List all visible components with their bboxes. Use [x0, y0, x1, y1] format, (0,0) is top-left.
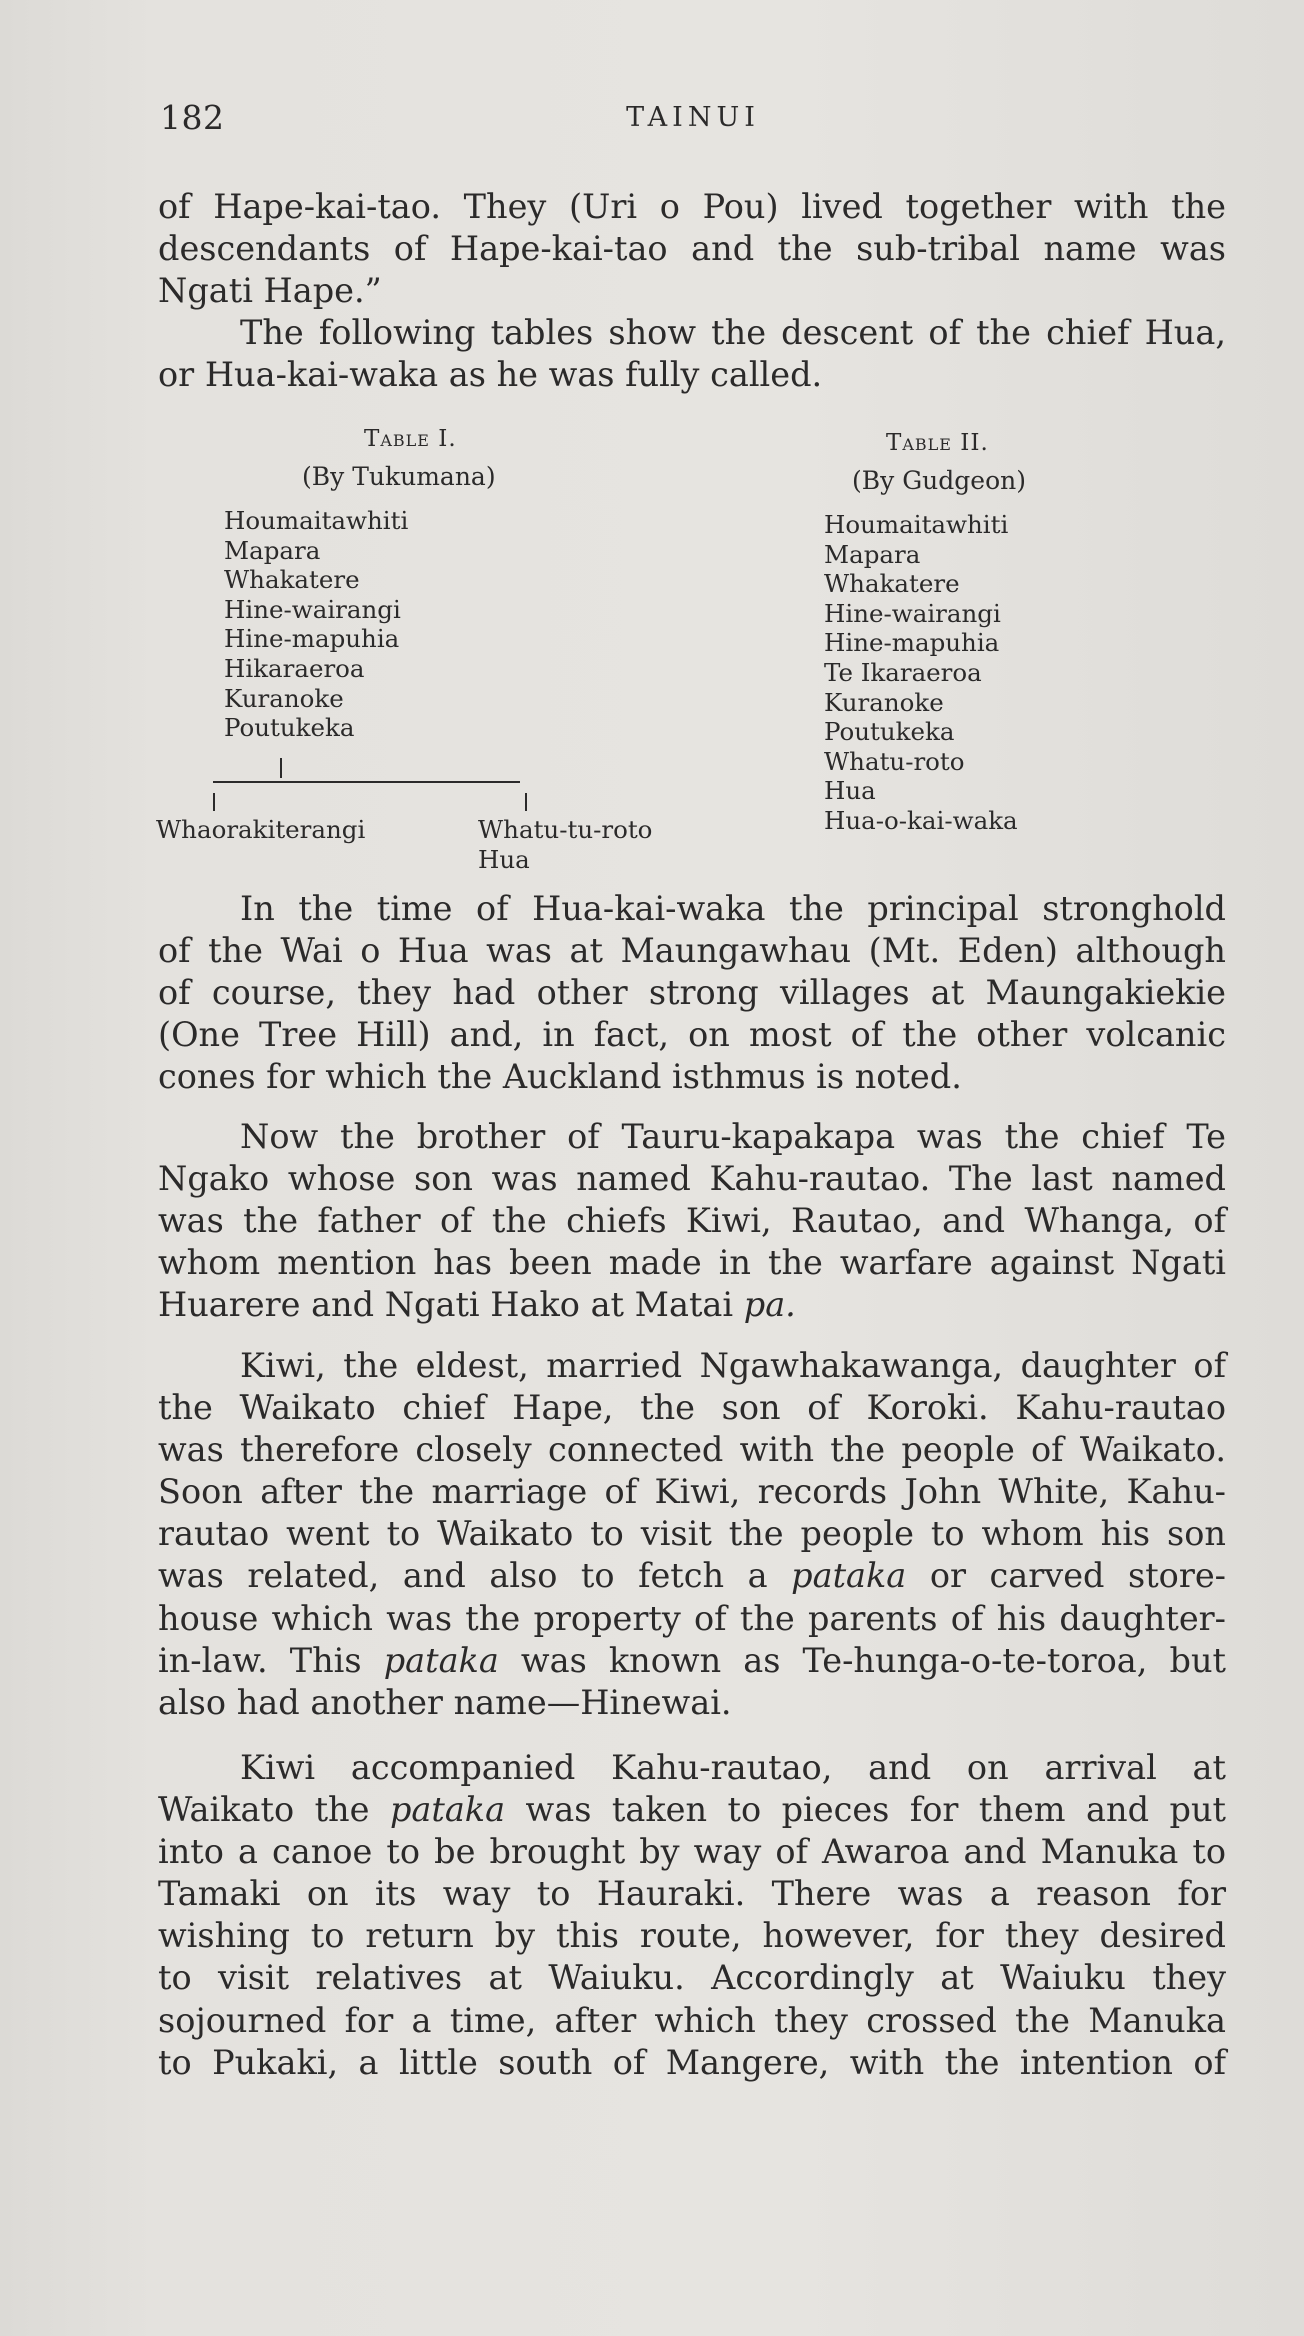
text-line: [158, 1284, 1226, 1326]
text-line: rautao went to Waikato to visit the people to whom his son: [158, 1514, 1226, 1554]
text-line: whom mention has been made in the warfare against Ngati: [158, 1243, 1226, 1283]
intro-paragraph: [158, 186, 1226, 312]
genealogy-name: Hine-mapuhia: [824, 628, 1000, 658]
branch-right-name: Whatu-tu-roto: [478, 815, 653, 844]
text-segment: Huarere and Ngati Hako at Matai: [158, 1285, 744, 1325]
genealogy-name: Hine-wairangi: [824, 598, 1001, 628]
genealogy-name: Poutukeka: [224, 713, 355, 743]
genealogy-name: Hua: [824, 776, 876, 806]
text-line: of Hape-kai-tao. They (Uri o Pou) lived together with the: [158, 187, 1226, 226]
text-line: house which was the property of the parents of his daughter-: [158, 1598, 1226, 1638]
table-1-title: [364, 426, 457, 452]
text-line: descendants of Hape-kai-tao and the sub-tribal name was: [158, 229, 1226, 269]
genealogy-name: Houmaitawhiti: [824, 510, 1009, 539]
text-line: Ngati Hape.”: [158, 271, 382, 311]
text-line: Tamaki on its way to Hauraki. There was a reason for: [158, 1874, 1226, 1914]
branch-right-name: Hua: [478, 845, 530, 874]
text-line: (One Tree Hill) and, in fact, on most of the other volcanic: [158, 1015, 1226, 1055]
paragraph-brother: [158, 1116, 1226, 1326]
italic-term: pa.: [743, 1285, 796, 1325]
paragraph-journey: [158, 1747, 1226, 2084]
text-line: into a canoe to be brought by way of Awaroa and Manuka to: [158, 1832, 1226, 1872]
table-2-title: [886, 430, 989, 456]
tree-stem-line: [280, 758, 282, 778]
tree-left-drop-line: [213, 793, 215, 811]
page-header: [160, 98, 1226, 142]
table-2-source: (By Gudgeon): [852, 466, 1026, 495]
genealogy-name: Hine-mapuhia: [224, 624, 400, 654]
table-1-source: (By Tukumana): [302, 462, 496, 491]
text-segment: or carved store-: [906, 1556, 1226, 1596]
tree-right-drop-line: [525, 793, 527, 811]
page-number: 182: [160, 98, 225, 137]
text-line: wishing to return by this route, however, for they desired: [158, 1916, 1226, 1956]
text-line: The following tables show the descent of the chief Hua,: [240, 313, 1226, 352]
text-line: Ngako whose son was named Kahu-rautao. The last named: [158, 1159, 1226, 1199]
genealogy-name: Kuranoke: [224, 683, 344, 713]
genealogy-name: Whatu-roto: [824, 746, 965, 776]
text-segment: in-law. This: [158, 1640, 384, 1680]
genealogy-name: Mapara: [824, 539, 921, 569]
genealogy-name: Hine-wairangi: [224, 594, 401, 624]
running-head: TAINUI: [626, 102, 760, 133]
table-2-names: [824, 510, 1018, 836]
italic-term: pataka: [383, 1640, 499, 1680]
genealogy-name: Whakatere: [224, 565, 360, 595]
text-line: the Waikato chief Hape, the son of Koroki. Kahu-rautao: [158, 1388, 1226, 1428]
genealogy-name: Whakatere: [824, 569, 960, 599]
text-line: or Hua-kai-waka as he was fully called.: [158, 355, 823, 395]
text-segment: Waikato the: [158, 1790, 390, 1830]
text-line: of the Wai o Hua was at Maungawhau (Mt. Eden) although: [158, 931, 1226, 971]
table-1-title-text: Table I.: [364, 426, 457, 452]
text-line: to visit relatives at Waiuku. Accordingly at Waiuku they: [158, 1958, 1226, 1998]
genealogy-name: Kuranoke: [824, 687, 944, 717]
text-segment: was known as Te-hunga-o-te-toroa, but: [498, 1640, 1226, 1680]
text-line: was the father of the chiefs Kiwi, Rautao, and Whanga, of: [158, 1201, 1226, 1241]
text-line: [158, 1789, 1226, 1831]
text-line: sojourned for a time, after which they crossed the Manuka: [158, 2000, 1226, 2040]
table-1-names: [224, 506, 408, 743]
text-line: [158, 1555, 1226, 1597]
genealogy-name: Mapara: [224, 535, 321, 565]
genealogy-name: Poutukeka: [824, 717, 955, 747]
genealogy-name: Te Ikaraeroa: [824, 657, 982, 687]
text-line: cones for which the Auckland isthmus is noted.: [158, 1057, 962, 1097]
text-line: Kiwi accompanied Kahu-rautao, and on arrival at: [240, 1748, 1226, 1787]
paragraph-stronghold: [158, 888, 1226, 1098]
text-line: of course, they had other strong villages at Maungakiekie: [158, 973, 1226, 1013]
text-line: to Pukaki, a little south of Mangere, with the intention of: [158, 2042, 1226, 2082]
tree-branch-line: [213, 781, 520, 783]
text-line: In the time of Hua-kai-waka the principal stronghold: [240, 889, 1226, 928]
text-line: Soon after the marriage of Kiwi, records John White, Kahu-: [158, 1472, 1226, 1512]
branch-left-name: Whaorakiterangi: [156, 815, 366, 844]
text-line: Now the brother of Tauru-kapakapa was the chief Te: [240, 1117, 1226, 1156]
text-line: [158, 1640, 1226, 1682]
text-segment: was related, and also to fetch a: [158, 1556, 792, 1596]
genealogy-name: Hua-o-kai-waka: [824, 805, 1018, 835]
genealogy-name: Hikaraeroa: [224, 653, 365, 683]
tables-intro-paragraph: [158, 312, 1226, 396]
paragraph-kiwi: [158, 1345, 1226, 1724]
italic-term: pataka: [791, 1556, 907, 1596]
text-segment: was taken to pieces for them and put: [505, 1790, 1226, 1830]
text-line: was therefore closely connected with the people of Waikato.: [158, 1430, 1226, 1470]
italic-term: pataka: [389, 1790, 506, 1830]
genealogy-name: Houmaitawhiti: [224, 506, 409, 535]
text-line: also had another name—Hinewai.: [158, 1682, 732, 1722]
table-2-title-text: Table II.: [886, 430, 989, 456]
text-line: Kiwi, the eldest, married Ngawhakawanga, daughter of: [240, 1346, 1226, 1385]
